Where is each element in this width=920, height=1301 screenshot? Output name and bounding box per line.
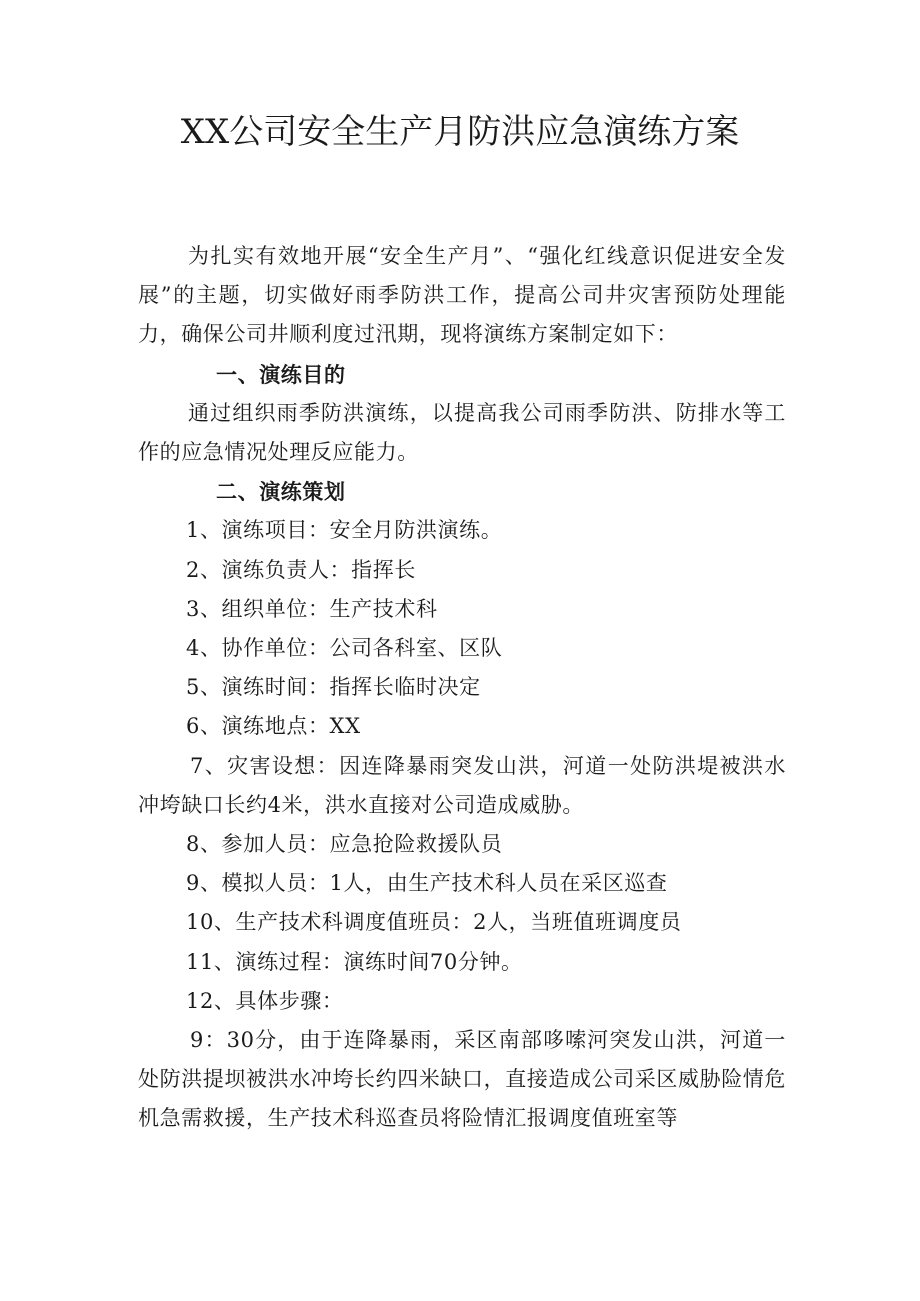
list-item: 4、协作单位：公司各科室、区队 <box>186 636 503 661</box>
list-item: 3、组织单位：生产技术科 <box>186 596 438 621</box>
section-heading-purpose: 一、演练目的 <box>216 361 346 387</box>
section-heading-planning: 二、演练策划 <box>216 479 346 505</box>
list-item: 11、演练过程：演练时间70分钟。 <box>186 949 523 974</box>
list-item: 8、参加人员：应急抢险救援队员 <box>186 832 503 857</box>
list-item: 9、模拟人员：1人，由生产技术科人员在采区巡查 <box>186 871 668 896</box>
list-item: 7、灾害设想：因连降暴雨突发山洪，河道一处防洪堤被洪水冲垮缺口长约4米，洪水直接对公司造成威胁。 <box>138 753 786 817</box>
intro-paragraph: 为扎实有效地开展“安全生产月”、“强化红线意识促进安全发展”的主题，切实做好雨季防洪工作，提高公司井灾害预防处理能力，确保公司井顺利度过汛期，现将演练方案制定如下： <box>138 244 786 347</box>
purpose-paragraph: 通过组织雨季防洪演练，以提高我公司雨季防洪、防排水等工作的应急情况处理反应能力。 <box>138 400 786 465</box>
document-body <box>138 237 786 1139</box>
list-item: 12、具体步骤： <box>186 988 344 1013</box>
document-title: XX公司安全生产月防洪应急演练方案 <box>180 112 740 152</box>
list-item: 2、演练负责人：指挥长 <box>186 557 416 582</box>
list-item: 1、演练项目：安全月防洪演练。 <box>186 518 503 543</box>
list-item: 10、生产技术科调度值班员：2人，当班值班调度员 <box>186 910 682 935</box>
list-item: 5、演练时间：指挥长临时决定 <box>186 675 481 700</box>
list-item: 9：30分，由于连降暴雨，采区南部哆嗦河突发山洪，河道一处防洪提坝被洪水冲垮长约四米缺口，直接造成公司采区威胁险情危机急需救援，生产技术科巡查员将险情汇报调度值班室等 <box>138 1028 786 1131</box>
list-item: 6、演练地点：XX <box>186 714 361 739</box>
